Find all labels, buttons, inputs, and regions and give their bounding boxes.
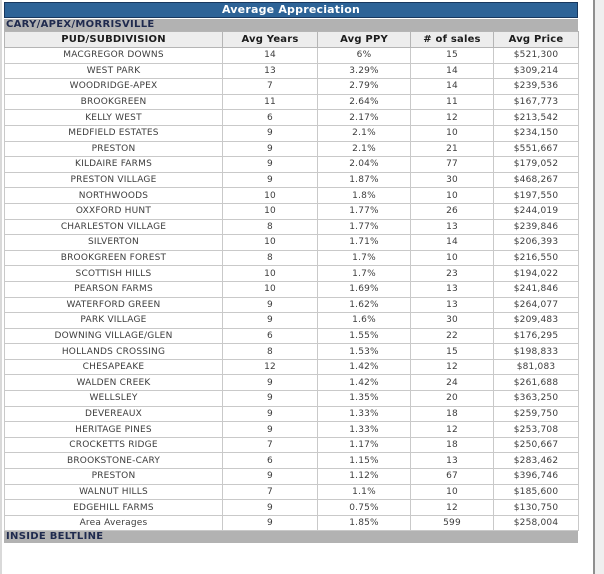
table-row (5, 79, 579, 95)
avg-ppy-value: 3.29% (318, 63, 411, 79)
avg-price-value: $363,250 (494, 391, 579, 407)
table-row (5, 141, 579, 157)
section-header-label: INSIDE BELTLINE (6, 531, 104, 543)
avg-years-value: 10 (223, 266, 318, 282)
avg-ppy-value: 2.79% (318, 79, 411, 95)
avg-ppy-value: 1.42% (318, 375, 411, 391)
table-row (5, 266, 579, 282)
subdivision-name: KILDAIRE FARMS (5, 157, 223, 173)
subdivision-name: DOWNING VILLAGE/GLEN (5, 328, 223, 344)
appreciation-table (4, 31, 579, 531)
table-row (5, 203, 579, 219)
table-row (5, 453, 579, 469)
report-content (4, 2, 578, 543)
table-row (5, 125, 579, 141)
num-sales-value: 13 (411, 281, 494, 297)
subdivision-name: WOODRIDGE-APEX (5, 79, 223, 95)
avg-price-value: $194,022 (494, 266, 579, 282)
subdivision-name: PARK VILLAGE (5, 313, 223, 329)
avg-years-value: 9 (223, 422, 318, 438)
num-sales-value: 10 (411, 250, 494, 266)
section-header-cary-apex-morrisville (4, 19, 578, 31)
num-sales-value: 12 (411, 500, 494, 516)
avg-years-value: 9 (223, 375, 318, 391)
table-row (5, 281, 579, 297)
table-row (5, 250, 579, 266)
num-sales-value: 67 (411, 469, 494, 485)
avg-years-value: 13 (223, 63, 318, 79)
table-head (5, 32, 579, 48)
table-row (5, 375, 579, 391)
avg-years-value: 10 (223, 188, 318, 204)
avg-price-value: $239,846 (494, 219, 579, 235)
avg-price-value: $258,004 (494, 515, 579, 531)
table-row (5, 63, 579, 79)
table-row (5, 422, 579, 438)
avg-price-value: $198,833 (494, 344, 579, 360)
column-header-avg-ppy: Avg PPY (318, 32, 411, 48)
table-row (5, 500, 579, 516)
avg-years-value: 10 (223, 235, 318, 251)
num-sales-value: 13 (411, 453, 494, 469)
avg-price-value: $209,483 (494, 313, 579, 329)
num-sales-value: 12 (411, 110, 494, 126)
table-row (5, 359, 579, 375)
avg-ppy-value: 1.8% (318, 188, 411, 204)
avg-price-value: $468,267 (494, 172, 579, 188)
num-sales-value: 599 (411, 515, 494, 531)
avg-ppy-value: 1.6% (318, 313, 411, 329)
table-row (5, 48, 579, 64)
table-row (5, 188, 579, 204)
table-row (5, 172, 579, 188)
avg-years-value: 7 (223, 79, 318, 95)
avg-years-value: 11 (223, 94, 318, 110)
subdivision-name: Area Averages (5, 515, 223, 531)
num-sales-value: 10 (411, 125, 494, 141)
avg-price-value: $241,846 (494, 281, 579, 297)
avg-price-value: $283,462 (494, 453, 579, 469)
avg-ppy-value: 1.87% (318, 172, 411, 188)
avg-price-value: $253,708 (494, 422, 579, 438)
table-row (5, 344, 579, 360)
avg-years-value: 8 (223, 219, 318, 235)
avg-price-value: $81,083 (494, 359, 579, 375)
num-sales-value: 26 (411, 203, 494, 219)
column-header-num-sales: # of sales (411, 32, 494, 48)
avg-ppy-value: 0.75% (318, 500, 411, 516)
avg-years-value: 9 (223, 500, 318, 516)
avg-years-value: 9 (223, 125, 318, 141)
area-averages-row (5, 515, 579, 531)
subdivision-name: CHARLESTON VILLAGE (5, 219, 223, 235)
subdivision-name: DEVEREAUX (5, 406, 223, 422)
num-sales-value: 22 (411, 328, 494, 344)
num-sales-value: 77 (411, 157, 494, 173)
subdivision-name: NORTHWOODS (5, 188, 223, 204)
avg-ppy-value: 2.1% (318, 141, 411, 157)
avg-ppy-value: 1.62% (318, 297, 411, 313)
avg-price-value: $551,667 (494, 141, 579, 157)
avg-price-value: $234,150 (494, 125, 579, 141)
avg-ppy-value: 2.1% (318, 125, 411, 141)
num-sales-value: 14 (411, 63, 494, 79)
avg-years-value: 7 (223, 437, 318, 453)
avg-ppy-value: 1.71% (318, 235, 411, 251)
avg-price-value: $213,542 (494, 110, 579, 126)
subdivision-name: PRESTON (5, 141, 223, 157)
table-row (5, 235, 579, 251)
subdivision-name: WELLSLEY (5, 391, 223, 407)
avg-ppy-value: 1.42% (318, 359, 411, 375)
avg-price-value: $216,550 (494, 250, 579, 266)
subdivision-name: PRESTON VILLAGE (5, 172, 223, 188)
avg-years-value: 9 (223, 172, 318, 188)
avg-price-value: $259,750 (494, 406, 579, 422)
avg-price-value: $179,052 (494, 157, 579, 173)
scrollbar-track[interactable] (593, 0, 604, 574)
table-row (5, 391, 579, 407)
num-sales-value: 10 (411, 188, 494, 204)
avg-years-value: 9 (223, 141, 318, 157)
avg-price-value: $239,536 (494, 79, 579, 95)
section-header-label: CARY/APEX/MORRISVILLE (6, 19, 155, 30)
avg-years-value: 9 (223, 515, 318, 531)
table-row (5, 313, 579, 329)
avg-price-value: $176,295 (494, 328, 579, 344)
avg-ppy-value: 1.85% (318, 515, 411, 531)
avg-ppy-value: 1.35% (318, 391, 411, 407)
avg-price-value: $250,667 (494, 437, 579, 453)
avg-years-value: 8 (223, 250, 318, 266)
num-sales-value: 30 (411, 172, 494, 188)
section-header-inside-beltline (4, 531, 578, 543)
subdivision-name: HOLLANDS CROSSING (5, 344, 223, 360)
subdivision-name: PRESTON (5, 469, 223, 485)
avg-ppy-value: 1.77% (318, 219, 411, 235)
avg-years-value: 9 (223, 313, 318, 329)
table-row (5, 297, 579, 313)
num-sales-value: 12 (411, 359, 494, 375)
avg-years-value: 7 (223, 484, 318, 500)
avg-price-value: $167,773 (494, 94, 579, 110)
subdivision-name: BROOKGREEN (5, 94, 223, 110)
avg-years-value: 9 (223, 406, 318, 422)
table-row (5, 110, 579, 126)
num-sales-value: 13 (411, 297, 494, 313)
num-sales-value: 30 (411, 313, 494, 329)
subdivision-name: EDGEHILL FARMS (5, 500, 223, 516)
avg-price-value: $197,550 (494, 188, 579, 204)
avg-ppy-value: 1.12% (318, 469, 411, 485)
column-header-avg-price: Avg Price (494, 32, 579, 48)
avg-ppy-value: 1.15% (318, 453, 411, 469)
num-sales-value: 14 (411, 79, 494, 95)
num-sales-value: 10 (411, 484, 494, 500)
avg-years-value: 8 (223, 344, 318, 360)
table-row (5, 406, 579, 422)
avg-price-value: $130,750 (494, 500, 579, 516)
avg-years-value: 6 (223, 328, 318, 344)
table-row (5, 484, 579, 500)
avg-years-value: 6 (223, 453, 318, 469)
num-sales-value: 18 (411, 406, 494, 422)
page-left-edge (0, 0, 2, 574)
avg-price-value: $261,688 (494, 375, 579, 391)
report-title: Average Appreciation (221, 3, 361, 16)
table-row (5, 219, 579, 235)
avg-price-value: $264,077 (494, 297, 579, 313)
avg-years-value: 9 (223, 157, 318, 173)
table-row (5, 157, 579, 173)
table-body (5, 48, 579, 531)
num-sales-value: 14 (411, 235, 494, 251)
avg-years-value: 14 (223, 48, 318, 64)
subdivision-name: BROOKGREEN FOREST (5, 250, 223, 266)
subdivision-name: MEDFIELD ESTATES (5, 125, 223, 141)
avg-ppy-value: 1.53% (318, 344, 411, 360)
num-sales-value: 11 (411, 94, 494, 110)
avg-ppy-value: 1.17% (318, 437, 411, 453)
avg-ppy-value: 1.33% (318, 422, 411, 438)
avg-price-value: $309,214 (494, 63, 579, 79)
table-row (5, 328, 579, 344)
avg-ppy-value: 6% (318, 48, 411, 64)
avg-ppy-value: 1.33% (318, 406, 411, 422)
avg-years-value: 9 (223, 391, 318, 407)
table-header-row (5, 32, 579, 48)
num-sales-value: 23 (411, 266, 494, 282)
subdivision-name: WATERFORD GREEN (5, 297, 223, 313)
subdivision-name: OXXFORD HUNT (5, 203, 223, 219)
avg-years-value: 12 (223, 359, 318, 375)
avg-price-value: $206,393 (494, 235, 579, 251)
num-sales-value: 15 (411, 48, 494, 64)
subdivision-name: BROOKSTONE-CARY (5, 453, 223, 469)
table-row (5, 94, 579, 110)
subdivision-name: PEARSON FARMS (5, 281, 223, 297)
table-row (5, 469, 579, 485)
num-sales-value: 20 (411, 391, 494, 407)
avg-years-value: 9 (223, 469, 318, 485)
avg-ppy-value: 2.64% (318, 94, 411, 110)
subdivision-name: MACGREGOR DOWNS (5, 48, 223, 64)
num-sales-value: 18 (411, 437, 494, 453)
report-title-bar (4, 2, 578, 18)
avg-years-value: 6 (223, 110, 318, 126)
num-sales-value: 15 (411, 344, 494, 360)
subdivision-name: SCOTTISH HILLS (5, 266, 223, 282)
avg-ppy-value: 1.7% (318, 266, 411, 282)
avg-years-value: 10 (223, 281, 318, 297)
subdivision-name: WALNUT HILLS (5, 484, 223, 500)
avg-price-value: $521,300 (494, 48, 579, 64)
avg-ppy-value: 1.1% (318, 484, 411, 500)
avg-price-value: $244,019 (494, 203, 579, 219)
num-sales-value: 24 (411, 375, 494, 391)
num-sales-value: 21 (411, 141, 494, 157)
avg-ppy-value: 1.55% (318, 328, 411, 344)
avg-ppy-value: 1.77% (318, 203, 411, 219)
avg-price-value: $185,600 (494, 484, 579, 500)
avg-years-value: 9 (223, 297, 318, 313)
avg-ppy-value: 1.69% (318, 281, 411, 297)
subdivision-name: KELLY WEST (5, 110, 223, 126)
subdivision-name: CROCKETTS RIDGE (5, 437, 223, 453)
avg-ppy-value: 2.17% (318, 110, 411, 126)
num-sales-value: 13 (411, 219, 494, 235)
avg-ppy-value: 2.04% (318, 157, 411, 173)
avg-years-value: 10 (223, 203, 318, 219)
column-header-avg-years: Avg Years (223, 32, 318, 48)
subdivision-name: HERITAGE PINES (5, 422, 223, 438)
num-sales-value: 12 (411, 422, 494, 438)
column-header-subdivision: PUD/SUBDIVISION (5, 32, 223, 48)
subdivision-name: SILVERTON (5, 235, 223, 251)
subdivision-name: CHESAPEAKE (5, 359, 223, 375)
avg-price-value: $396,746 (494, 469, 579, 485)
subdivision-name: WALDEN CREEK (5, 375, 223, 391)
subdivision-name: WEST PARK (5, 63, 223, 79)
table-row (5, 437, 579, 453)
avg-ppy-value: 1.7% (318, 250, 411, 266)
